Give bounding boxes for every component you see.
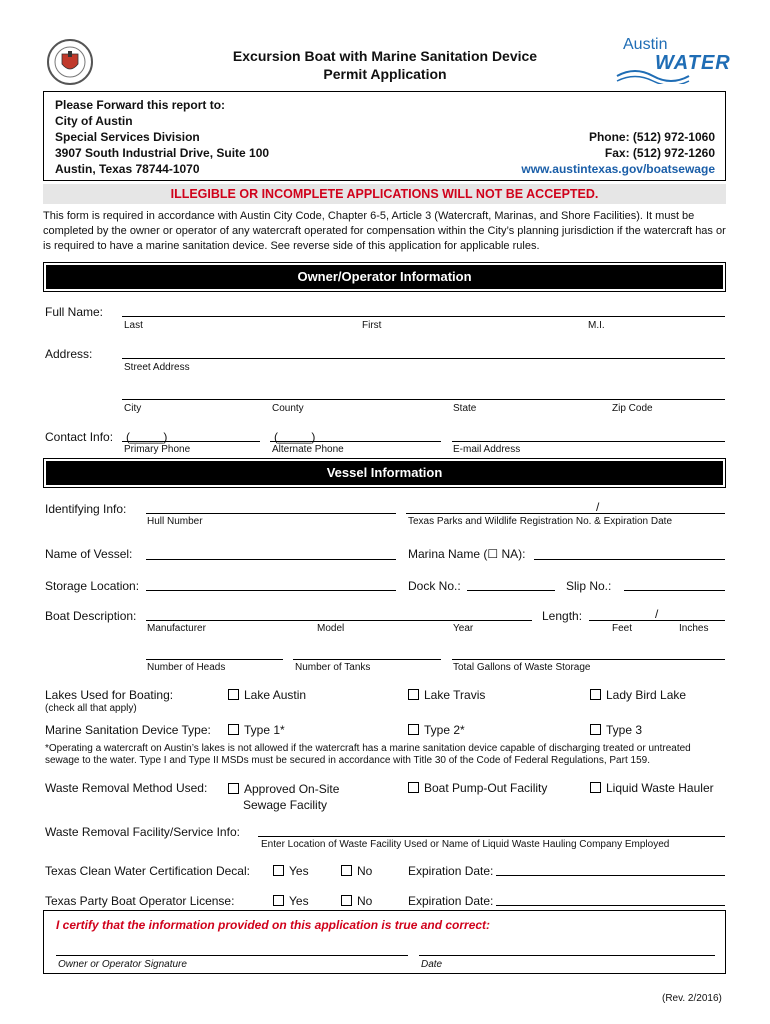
vessel-name-label: Name of Vessel: (45, 547, 133, 561)
alternate-phone-field[interactable] (270, 441, 441, 442)
vessel-name-field[interactable] (146, 559, 396, 560)
checkbox-icon (590, 689, 601, 700)
manufacturer-label: Manufacturer (147, 623, 206, 634)
state-label: State (453, 403, 477, 414)
checkbox-icon (273, 865, 284, 876)
checkbox-icon (408, 689, 419, 700)
check-all-note: (check all that apply) (45, 703, 137, 714)
intro-text: This form is required in accordance with Austin City Code, Chapter 6-5, Article 3 (Watercraft, Marinas, and Shore Facilities). It must be completed by the owner or operator of any watercraft operated for compensation within the City’s planning jurisdiction if the watercraft has or is required to have a marine sanitation device. See reverse side of this application for applicable rules. (43, 210, 726, 252)
checkbox-icon (341, 865, 352, 876)
decal-expiration-label: Expiration Date: (408, 864, 494, 878)
contact-numbers: Phone: (512) 972-1060 Fax: (512) 972-1260 www.austintexas.gov/boatsewage (521, 130, 715, 176)
marina-name-field[interactable] (534, 559, 725, 560)
full-name-label: Full Name: (45, 305, 104, 319)
city-seal (46, 38, 94, 86)
license-expiration-field[interactable] (496, 905, 725, 906)
facility-label: Waste Removal Facility/Service Info: (45, 825, 240, 839)
forward-address: Please Forward this report to: City of Austin Special Services Division 3907 South Industrial Drive, Suite 100 Austin, Texas 78744-1070 (55, 98, 270, 176)
identifying-info-label: Identifying Info: (45, 502, 127, 516)
owner-section-heading: Owner/Operator Information (43, 262, 726, 292)
type1-checkbox[interactable]: Type 1* (228, 723, 285, 737)
last-label: Last (124, 320, 143, 331)
boat-description-label: Boat Description: (45, 609, 137, 623)
checkbox-icon (228, 689, 239, 700)
alternate-phone-area: (_____) (274, 430, 316, 444)
tpwd-registration-field[interactable] (406, 513, 725, 514)
total-gallons-field[interactable] (452, 659, 725, 660)
type2-checkbox[interactable]: Type 2* (408, 723, 465, 737)
feet-label: Feet (612, 623, 633, 634)
austin-water-logo: Austin WATER (615, 36, 725, 86)
slip-number-label: Slip No.: (566, 579, 612, 593)
lake-austin-checkbox[interactable]: Lake Austin (228, 688, 306, 702)
dock-number-label: Dock No.: (408, 579, 461, 593)
date-label: Date (421, 959, 443, 970)
number-of-heads-field[interactable] (146, 659, 283, 660)
primary-phone-label: Primary Phone (124, 444, 191, 455)
zip-label: Zip Code (612, 403, 653, 414)
length-label: Length: (542, 609, 583, 623)
checkbox-icon (590, 782, 601, 793)
primary-phone-area: (_____) (126, 430, 168, 444)
primary-phone-field[interactable] (122, 441, 260, 442)
lake-travis-checkbox[interactable]: Lake Travis (408, 688, 485, 702)
decal-no-checkbox[interactable]: No (341, 864, 372, 878)
certification-statement: I certify that the information provided on this application is true and correct: (56, 918, 491, 932)
checkbox-icon (228, 724, 239, 735)
decal-label: Texas Clean Water Certification Decal: (45, 864, 250, 878)
warning-banner: ILLEGIBLE OR INCOMPLETE APPLICATIONS WILL NOT BE ACCEPTED. (43, 184, 726, 204)
approved-onsite-checkbox[interactable]: Approved On-Site Sewage Facility (228, 781, 339, 813)
length-slash: / (655, 607, 659, 621)
inches-label: Inches (679, 623, 709, 634)
revision-date: (Rev. 2/2016) (662, 993, 722, 1004)
license-expiration-label: Expiration Date: (408, 894, 494, 908)
city-label: City (124, 403, 142, 414)
certification-box (43, 910, 726, 974)
contact-info-label: Contact Info: (45, 430, 114, 444)
signature-field[interactable] (56, 955, 408, 956)
mi-label: M.I. (588, 320, 605, 331)
hauler-checkbox[interactable]: Liquid Waste Hauler (590, 781, 714, 795)
checkbox-icon (228, 783, 239, 794)
heads-label: Number of Heads (147, 662, 226, 673)
license-no-checkbox[interactable]: No (341, 894, 372, 908)
checkbox-icon (408, 724, 419, 735)
hull-number-label: Hull Number (147, 516, 203, 527)
storage-location-label: Storage Location: (45, 579, 140, 593)
checkbox-icon (590, 724, 601, 735)
signature-label: Owner or Operator Signature (58, 959, 187, 970)
license-yes-checkbox[interactable]: Yes (273, 894, 309, 908)
license-label: Texas Party Boat Operator License: (45, 894, 235, 908)
checkbox-icon (408, 782, 419, 793)
decal-yes-checkbox[interactable]: Yes (273, 864, 309, 878)
waste-method-label: Waste Removal Method Used: (45, 781, 208, 795)
msd-type-label: Marine Sanitation Device Type: (45, 723, 211, 737)
alternate-phone-label: Alternate Phone (272, 444, 344, 455)
marina-name-label: Marina Name (☐ NA): (408, 547, 526, 561)
website-link[interactable]: www.austintexas.gov/boatsewage (521, 162, 715, 176)
form-title: Excursion Boat with Marine Sanitation Device Permit Application (232, 48, 538, 82)
vessel-section-heading: Vessel Information (43, 458, 726, 488)
decal-expiration-field[interactable] (496, 875, 725, 876)
date-field[interactable] (419, 955, 715, 956)
county-label: County (272, 403, 304, 414)
checkbox-icon (341, 895, 352, 906)
registration-slash: / (596, 500, 600, 514)
first-label: First (362, 320, 382, 331)
type3-checkbox[interactable]: Type 3 (590, 723, 642, 737)
email-field[interactable] (452, 441, 725, 442)
boat-description-field[interactable] (146, 620, 532, 621)
street-address-label: Street Address (124, 362, 190, 373)
facility-hint: Enter Location of Waste Facility Used or Name of Liquid Waste Hauling Company Employed (261, 839, 670, 850)
street-address-field[interactable] (122, 358, 725, 359)
slip-number-field[interactable] (624, 590, 725, 591)
lakes-label: Lakes Used for Boating: (45, 688, 174, 702)
dock-number-field[interactable] (467, 590, 555, 591)
pumpout-checkbox[interactable]: Boat Pump-Out Facility (408, 781, 547, 795)
checkbox-icon (273, 895, 284, 906)
address-label: Address: (45, 347, 93, 361)
model-label: Model (317, 623, 345, 634)
hull-number-field[interactable] (146, 513, 396, 514)
full-name-field[interactable] (122, 316, 725, 317)
msd-footnote: *Operating a watercraft on Austin’s lakes is not allowed if the watercraft has a marine sanitation device capable of discharging treated or untreated sewage to the water. Type I and Type II MSDs must be secured in accordance with Title 30 of the Code of Federal Regulations, Part 159. (45, 743, 691, 766)
tanks-label: Number of Tanks (295, 662, 371, 673)
facility-field[interactable] (258, 836, 725, 837)
email-label: E-mail Address (453, 444, 521, 455)
storage-location-field[interactable] (146, 590, 396, 591)
number-of-tanks-field[interactable] (293, 659, 441, 660)
gallons-label: Total Gallons of Waste Storage (453, 662, 591, 673)
city-state-zip-field[interactable] (122, 399, 725, 400)
address-box (43, 91, 726, 181)
lady-bird-lake-checkbox[interactable]: Lady Bird Lake (590, 688, 686, 702)
year-label: Year (453, 623, 474, 634)
tpwd-label: Texas Parks and Wildlife Registration No. & Expiration Date (408, 516, 673, 527)
